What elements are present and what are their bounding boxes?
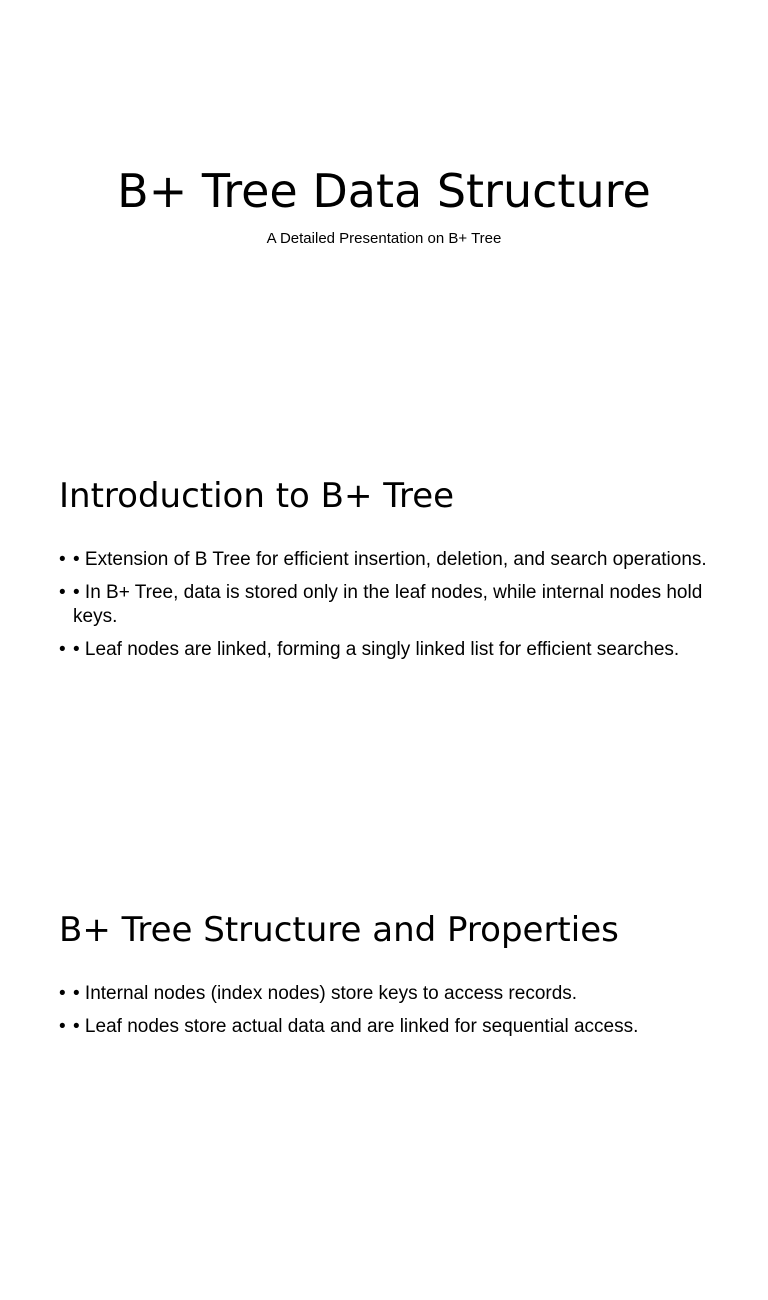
bullet-symbol: • [59, 983, 66, 1004]
slide-structure-properties [0, 868, 768, 1300]
bullet-item [59, 548, 719, 572]
bullet-text: • In B+ Tree, data is stored only in the leaf nodes, while internal nodes hold keys. [73, 582, 703, 627]
bullet-text: • Leaf nodes are linked, forming a singly linked list for efficient searches. [73, 639, 680, 660]
bullet-item [59, 982, 719, 1006]
bullet-symbol: • [59, 549, 66, 570]
bullet-list [59, 982, 719, 1048]
presentation-subtitle: A Detailed Presentation on B+ Tree [266, 230, 502, 247]
bullet-text: • Internal nodes (index nodes) store keys to access records. [73, 983, 578, 1004]
bullet-symbol: • [59, 639, 66, 660]
slide-heading: B+ Tree Structure and Properties [59, 910, 619, 950]
bullet-item [59, 1015, 719, 1039]
slide-heading: Introduction to B+ Tree [59, 476, 455, 516]
bullet-symbol: • [59, 1016, 66, 1037]
presentation-title: B+ Tree Data Structure [117, 164, 651, 218]
title-slide [0, 0, 768, 432]
bullet-symbol: • [59, 582, 66, 603]
slide-introduction [0, 434, 768, 866]
bullet-text: • Extension of B Tree for efficient insertion, deletion, and search operations. [73, 549, 707, 570]
bullet-list [59, 548, 719, 671]
bullet-item [59, 581, 719, 629]
bullet-text: • Leaf nodes store actual data and are linked for sequential access. [73, 1016, 639, 1037]
bullet-item [59, 638, 719, 662]
